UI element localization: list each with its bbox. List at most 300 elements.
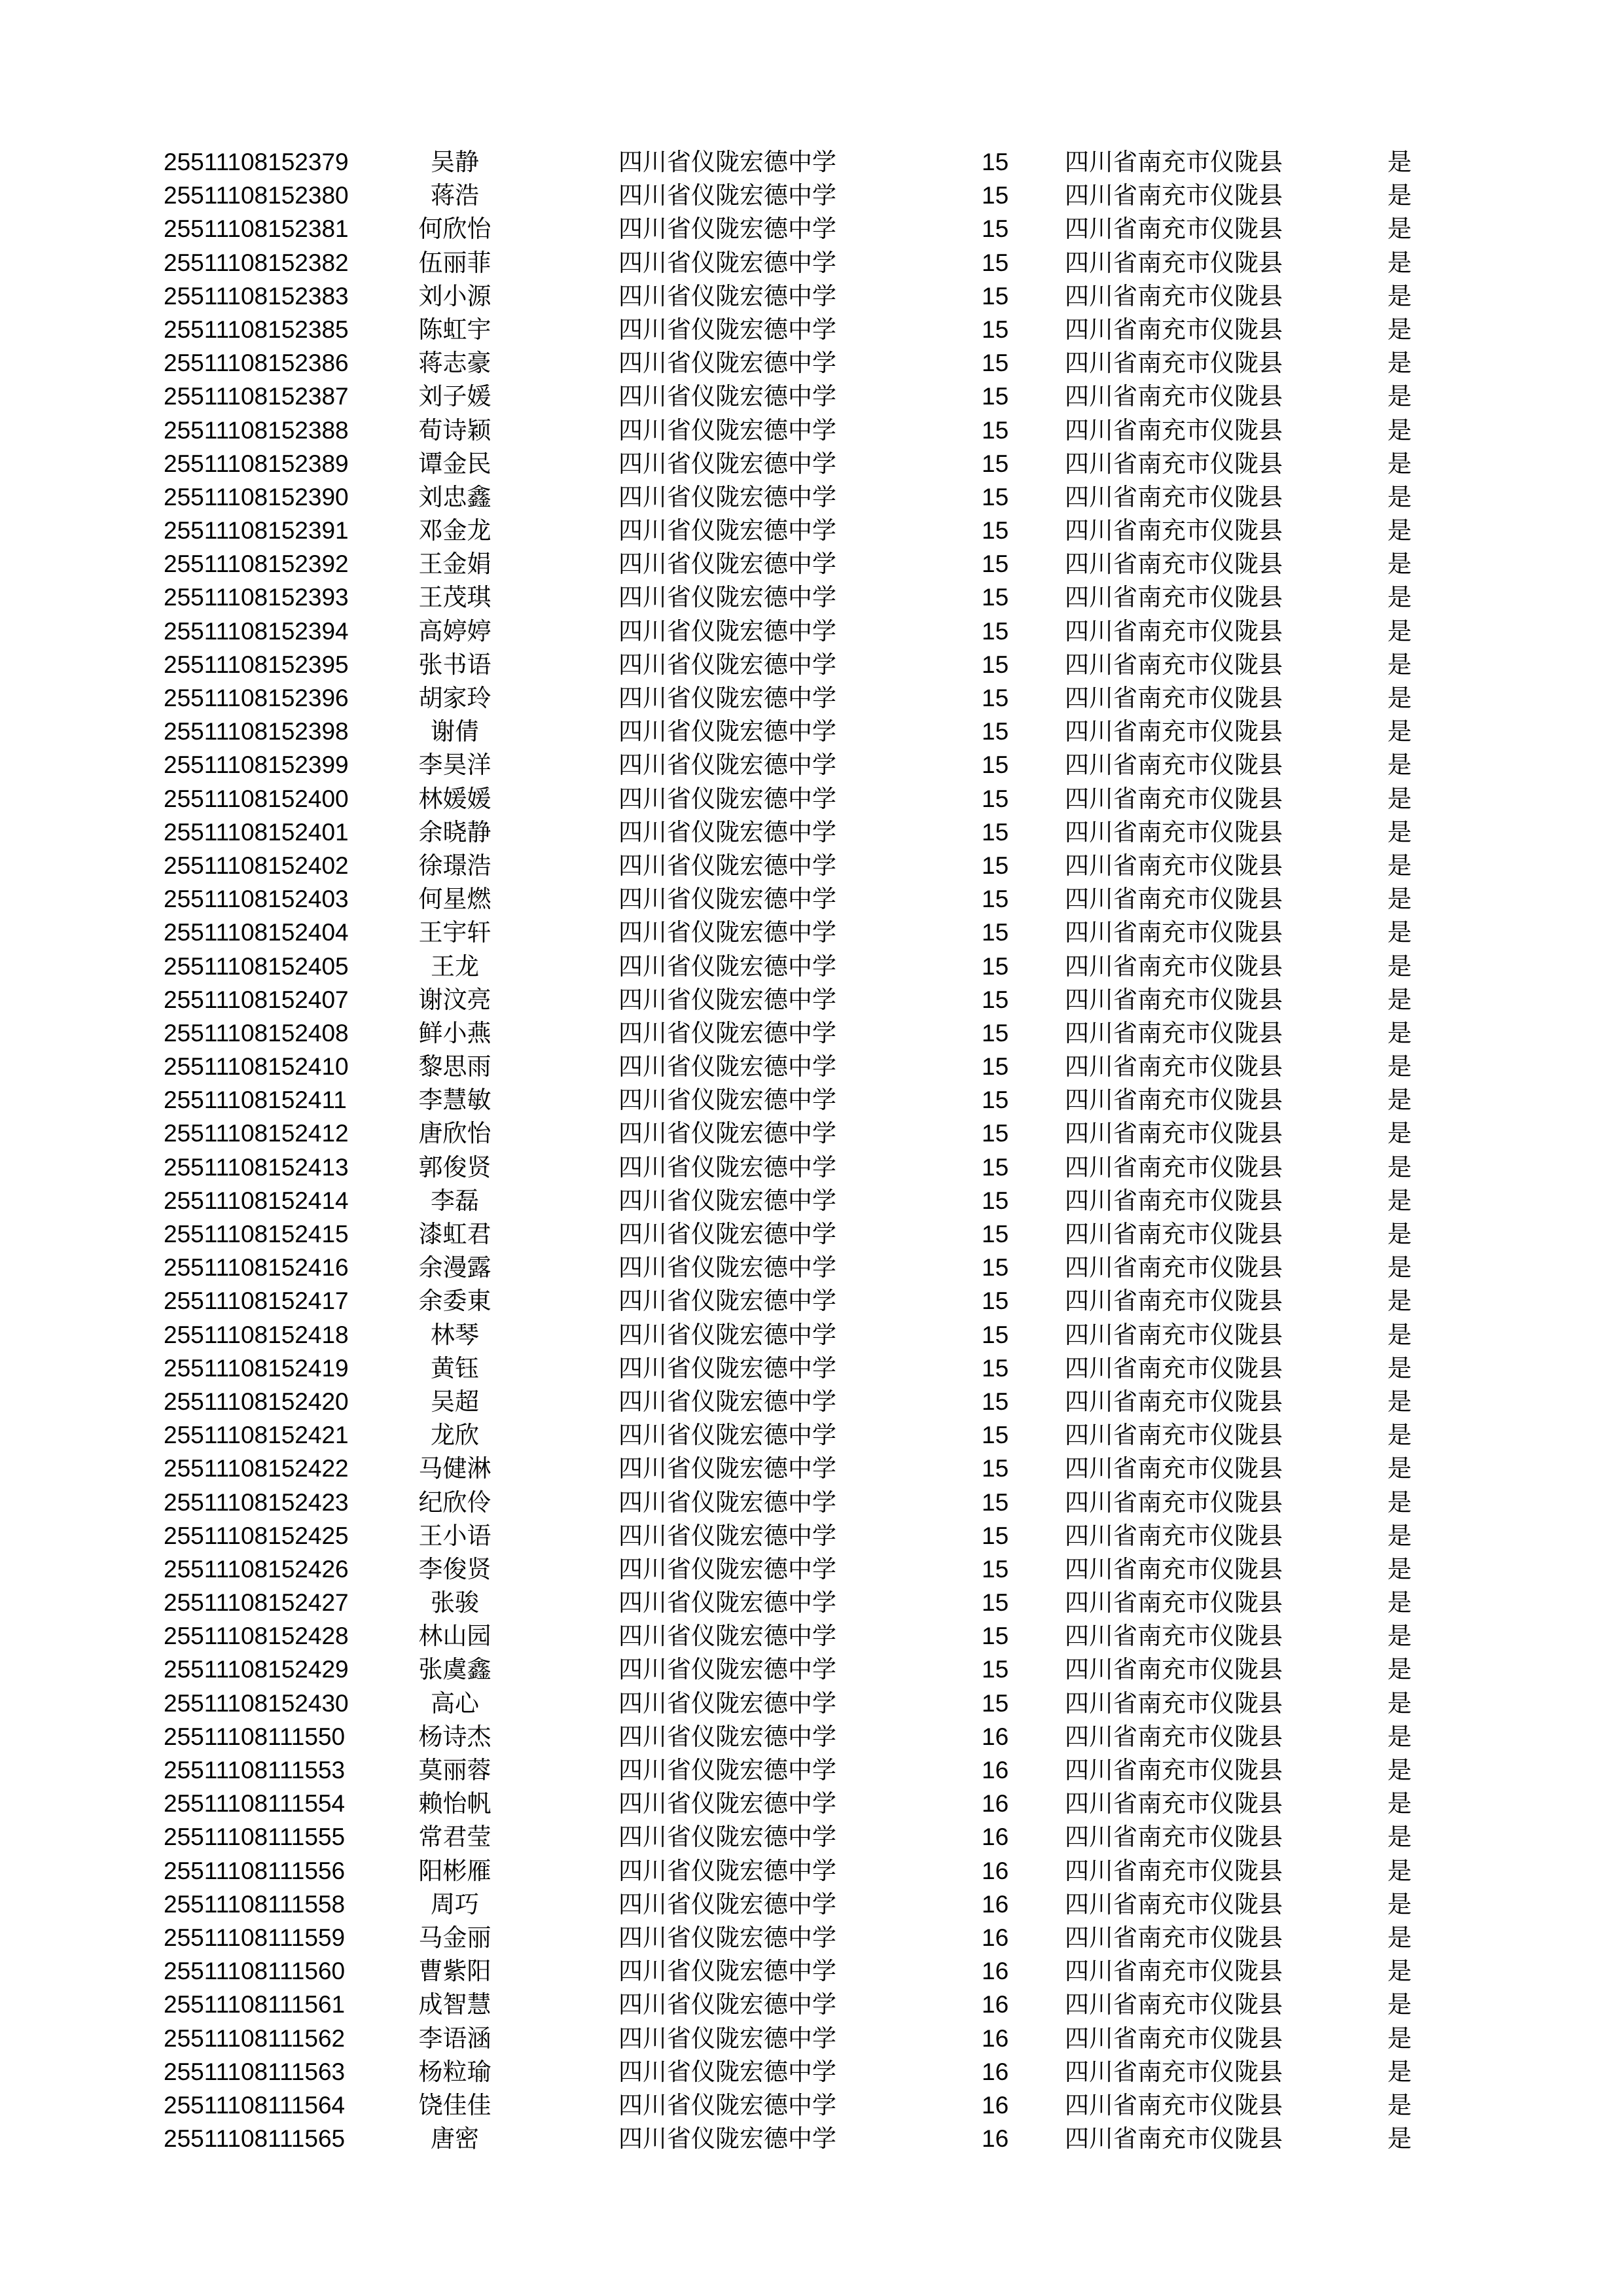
student-name-cell: 胡家玲 bbox=[418, 684, 491, 712]
table-row bbox=[0, 1318, 1623, 1352]
flag-cell: 是 bbox=[1387, 1253, 1412, 1282]
flag-cell: 是 bbox=[1387, 248, 1412, 277]
table-row bbox=[0, 1854, 1623, 1888]
flag-cell: 是 bbox=[1387, 650, 1412, 679]
student-name-cell: 郭俊贤 bbox=[418, 1153, 491, 1181]
class-number-cell: 15 bbox=[982, 450, 1009, 477]
class-number-cell: 16 bbox=[982, 1857, 1009, 1884]
region-cell: 四川省南充市仪陇县 bbox=[1065, 1655, 1283, 1684]
region-cell: 四川省南充市仪陇县 bbox=[1065, 885, 1283, 914]
table-row bbox=[0, 1486, 1623, 1519]
table-row bbox=[0, 1251, 1623, 1284]
region-cell: 四川省南充市仪陇县 bbox=[1065, 349, 1283, 378]
flag-cell: 是 bbox=[1387, 684, 1412, 712]
exam-id-cell: 25511108152421 bbox=[164, 1422, 349, 1449]
class-number-cell: 15 bbox=[982, 182, 1009, 209]
exam-id-cell: 25511108152414 bbox=[164, 1187, 349, 1214]
flag-cell: 是 bbox=[1387, 1052, 1412, 1081]
student-name-cell: 何星燃 bbox=[418, 885, 491, 914]
student-name-cell: 张书语 bbox=[418, 650, 491, 679]
region-cell: 四川省南充市仪陇县 bbox=[1065, 281, 1283, 310]
exam-id-cell: 25511108152405 bbox=[164, 952, 349, 980]
exam-id-cell: 25511108152395 bbox=[164, 651, 349, 678]
region-cell: 四川省南充市仪陇县 bbox=[1065, 1957, 1283, 1986]
class-number-cell: 15 bbox=[982, 483, 1009, 511]
class-number-cell: 15 bbox=[982, 617, 1009, 645]
student-name-cell: 唐密 bbox=[431, 2125, 479, 2153]
flag-cell: 是 bbox=[1387, 1890, 1412, 1918]
class-number-cell: 16 bbox=[982, 1924, 1009, 1951]
region-cell: 四川省南充市仪陇县 bbox=[1065, 1253, 1283, 1282]
region-cell: 四川省南充市仪陇县 bbox=[1065, 952, 1283, 980]
region-cell: 四川省南充市仪陇县 bbox=[1065, 1689, 1283, 1717]
student-name-cell: 王宇轩 bbox=[418, 918, 491, 947]
exam-id-cell: 25511108111553 bbox=[164, 1757, 346, 1784]
student-name-cell: 刘子媛 bbox=[418, 382, 491, 411]
exam-id-cell: 25511108152416 bbox=[164, 1254, 349, 1282]
region-cell: 四川省南充市仪陇县 bbox=[1065, 1990, 1283, 2019]
exam-id-cell: 25511108152383 bbox=[164, 282, 349, 310]
student-name-cell: 陈虹宇 bbox=[418, 315, 491, 344]
student-name-cell: 龙欣 bbox=[431, 1421, 479, 1450]
flag-cell: 是 bbox=[1387, 1018, 1412, 1047]
school-cell: 四川省仪陇宏德中学 bbox=[618, 717, 836, 746]
region-cell: 四川省南充市仪陇县 bbox=[1065, 1387, 1283, 1416]
student-name-cell: 饶佳佳 bbox=[418, 2090, 491, 2119]
class-number-cell: 15 bbox=[982, 852, 1009, 879]
table-row bbox=[0, 179, 1623, 212]
flag-cell: 是 bbox=[1387, 1756, 1412, 1784]
flag-cell: 是 bbox=[1387, 1086, 1412, 1115]
student-name-cell: 伍丽菲 bbox=[418, 248, 491, 277]
school-cell: 四川省仪陇宏德中学 bbox=[618, 416, 836, 444]
class-number-cell: 15 bbox=[982, 751, 1009, 779]
region-cell: 四川省南充市仪陇县 bbox=[1065, 684, 1283, 712]
exam-id-cell: 25511108152379 bbox=[164, 149, 349, 175]
school-cell: 四川省仪陇宏德中学 bbox=[618, 851, 836, 880]
region-cell: 四川省南充市仪陇县 bbox=[1065, 482, 1283, 511]
region-cell: 四川省南充市仪陇县 bbox=[1065, 1722, 1283, 1751]
class-number-cell: 15 bbox=[982, 1555, 1009, 1583]
student-name-cell: 李俊贤 bbox=[418, 1554, 491, 1583]
table-row bbox=[0, 2022, 1623, 2055]
region-cell: 四川省南充市仪陇县 bbox=[1065, 1856, 1283, 1885]
school-cell: 四川省仪陇宏德中学 bbox=[618, 148, 836, 176]
student-name-cell: 马健淋 bbox=[418, 1454, 491, 1483]
school-cell: 四川省仪陇宏德中学 bbox=[618, 1923, 836, 1952]
student-table bbox=[0, 145, 1623, 2155]
school-cell: 四川省仪陇宏德中学 bbox=[618, 1890, 836, 1918]
school-cell: 四川省仪陇宏德中学 bbox=[618, 281, 836, 310]
class-number-cell: 15 bbox=[982, 1488, 1009, 1516]
student-name-cell: 谢汶亮 bbox=[418, 985, 491, 1014]
class-number-cell: 16 bbox=[982, 1790, 1009, 1818]
student-name-cell: 莫丽蓉 bbox=[418, 1756, 491, 1784]
exam-id-cell: 25511108111550 bbox=[164, 1723, 346, 1750]
school-cell: 四川省仪陇宏德中学 bbox=[618, 1018, 836, 1047]
class-number-cell: 15 bbox=[982, 718, 1009, 745]
school-cell: 四川省仪陇宏德中学 bbox=[618, 349, 836, 378]
table-row bbox=[0, 1619, 1623, 1653]
school-cell: 四川省仪陇宏德中学 bbox=[618, 382, 836, 411]
flag-cell: 是 bbox=[1387, 2024, 1412, 2053]
table-row bbox=[0, 514, 1623, 547]
class-number-cell: 16 bbox=[982, 1958, 1009, 1985]
exam-id-cell: 25511108152396 bbox=[164, 685, 349, 711]
region-cell: 四川省南充市仪陇县 bbox=[1065, 851, 1283, 880]
exam-id-cell: 25511108152400 bbox=[164, 785, 349, 812]
class-number-cell: 15 bbox=[982, 149, 1009, 175]
student-name-cell: 荀诗颖 bbox=[418, 416, 491, 444]
school-cell: 四川省仪陇宏德中学 bbox=[618, 784, 836, 813]
table-row bbox=[0, 882, 1623, 916]
class-number-cell: 15 bbox=[982, 1120, 1009, 1147]
class-number-cell: 15 bbox=[982, 1354, 1009, 1382]
table-row bbox=[0, 1151, 1623, 1184]
student-name-cell: 蒋志豪 bbox=[418, 349, 491, 378]
region-cell: 四川省南充市仪陇县 bbox=[1065, 1320, 1283, 1349]
exam-id-cell: 25511108152398 bbox=[164, 718, 349, 745]
flag-cell: 是 bbox=[1387, 583, 1412, 612]
student-name-cell: 马金丽 bbox=[418, 1923, 491, 1952]
student-name-cell: 余漫露 bbox=[418, 1253, 491, 1282]
class-number-cell: 16 bbox=[982, 1890, 1009, 1918]
region-cell: 四川省南充市仪陇县 bbox=[1065, 1588, 1283, 1617]
exam-id-cell: 25511108152381 bbox=[164, 215, 349, 243]
school-cell: 四川省仪陇宏德中学 bbox=[618, 1052, 836, 1081]
student-name-cell: 王小语 bbox=[418, 1521, 491, 1550]
school-cell: 四川省仪陇宏德中学 bbox=[618, 985, 836, 1014]
class-number-cell: 16 bbox=[982, 1723, 1009, 1750]
exam-id-cell: 25511108152427 bbox=[164, 1589, 349, 1617]
school-cell: 四川省仪陇宏德中学 bbox=[618, 2057, 836, 2086]
region-cell: 四川省南充市仪陇县 bbox=[1065, 1153, 1283, 1181]
school-cell: 四川省仪陇宏德中学 bbox=[618, 1521, 836, 1550]
class-number-cell: 15 bbox=[982, 1321, 1009, 1348]
student-name-cell: 赖怡帆 bbox=[418, 1789, 491, 1818]
class-number-cell: 15 bbox=[982, 818, 1009, 846]
flag-cell: 是 bbox=[1387, 1354, 1412, 1382]
exam-id-cell: 25511108152423 bbox=[164, 1488, 349, 1516]
exam-id-cell: 25511108111556 bbox=[164, 1857, 346, 1884]
region-cell: 四川省南充市仪陇县 bbox=[1065, 583, 1283, 612]
student-name-cell: 黄钰 bbox=[431, 1354, 479, 1382]
flag-cell: 是 bbox=[1387, 1722, 1412, 1751]
flag-cell: 是 bbox=[1387, 1421, 1412, 1450]
school-cell: 四川省仪陇宏德中学 bbox=[618, 1387, 836, 1416]
table-row bbox=[0, 1687, 1623, 1720]
flag-cell: 是 bbox=[1387, 1789, 1412, 1818]
school-cell: 四川省仪陇宏德中学 bbox=[618, 482, 836, 511]
flag-cell: 是 bbox=[1387, 1689, 1412, 1717]
region-cell: 四川省南充市仪陇县 bbox=[1065, 382, 1283, 411]
flag-cell: 是 bbox=[1387, 382, 1412, 411]
student-name-cell: 黎思雨 bbox=[418, 1052, 491, 1081]
exam-id-cell: 25511108152385 bbox=[164, 315, 349, 343]
class-number-cell: 15 bbox=[982, 550, 1009, 578]
exam-id-cell: 25511108152422 bbox=[164, 1455, 349, 1482]
flag-cell: 是 bbox=[1387, 1287, 1412, 1316]
region-cell: 四川省南充市仪陇县 bbox=[1065, 2057, 1283, 2086]
exam-id-cell: 25511108152415 bbox=[164, 1221, 349, 1247]
student-name-cell: 王龙 bbox=[431, 952, 479, 980]
table-row bbox=[0, 1820, 1623, 1854]
table-row bbox=[0, 1988, 1623, 2021]
flag-cell: 是 bbox=[1387, 1588, 1412, 1617]
class-number-cell: 16 bbox=[982, 2024, 1009, 2052]
table-row bbox=[0, 1217, 1623, 1251]
table-row bbox=[0, 1720, 1623, 1753]
flag-cell: 是 bbox=[1387, 1957, 1412, 1986]
student-name-cell: 唐欣怡 bbox=[418, 1119, 491, 1148]
school-cell: 四川省仪陇宏德中学 bbox=[618, 315, 836, 344]
student-name-cell: 蒋浩 bbox=[431, 181, 479, 210]
exam-id-cell: 25511108152382 bbox=[164, 249, 349, 276]
region-cell: 四川省南充市仪陇县 bbox=[1065, 2125, 1283, 2153]
school-cell: 四川省仪陇宏德中学 bbox=[618, 684, 836, 712]
flag-cell: 是 bbox=[1387, 1186, 1412, 1215]
class-number-cell: 16 bbox=[982, 1991, 1009, 2018]
table-row bbox=[0, 1184, 1623, 1217]
exam-id-cell: 25511108152429 bbox=[164, 1656, 349, 1683]
school-cell: 四川省仪陇宏德中学 bbox=[618, 1287, 836, 1316]
class-number-cell: 15 bbox=[982, 416, 1009, 444]
flag-cell: 是 bbox=[1387, 181, 1412, 210]
exam-id-cell: 25511108152394 bbox=[164, 617, 349, 645]
class-number-cell: 15 bbox=[982, 315, 1009, 343]
flag-cell: 是 bbox=[1387, 617, 1412, 645]
region-cell: 四川省南充市仪陇县 bbox=[1065, 416, 1283, 444]
region-cell: 四川省南充市仪陇县 bbox=[1065, 717, 1283, 746]
table-row bbox=[0, 447, 1623, 480]
exam-id-cell: 25511108111560 bbox=[164, 1958, 346, 1985]
exam-id-cell: 25511108152420 bbox=[164, 1388, 349, 1415]
student-name-cell: 张虞鑫 bbox=[418, 1655, 491, 1684]
student-name-cell: 王金娟 bbox=[418, 550, 491, 579]
table-row bbox=[0, 346, 1623, 380]
flag-cell: 是 bbox=[1387, 1655, 1412, 1684]
student-name-cell: 常君莹 bbox=[418, 1823, 491, 1852]
student-name-cell: 高心 bbox=[431, 1689, 479, 1717]
region-cell: 四川省南充市仪陇县 bbox=[1065, 1789, 1283, 1818]
school-cell: 四川省仪陇宏德中学 bbox=[618, 1454, 836, 1483]
class-number-cell: 15 bbox=[982, 350, 1009, 377]
region-cell: 四川省南充市仪陇县 bbox=[1065, 617, 1283, 645]
table-row bbox=[0, 1753, 1623, 1787]
flag-cell: 是 bbox=[1387, 1521, 1412, 1550]
student-name-cell: 漆虹君 bbox=[418, 1220, 491, 1248]
student-name-cell: 何欣怡 bbox=[418, 215, 491, 243]
exam-id-cell: 25511108152408 bbox=[164, 1019, 349, 1047]
class-number-cell: 15 bbox=[982, 1656, 1009, 1683]
flag-cell: 是 bbox=[1387, 1823, 1412, 1852]
student-name-cell: 杨粒瑜 bbox=[418, 2057, 491, 2086]
school-cell: 四川省仪陇宏德中学 bbox=[618, 583, 836, 612]
flag-cell: 是 bbox=[1387, 148, 1412, 176]
flag-cell: 是 bbox=[1387, 1856, 1412, 1885]
exam-id-cell: 25511108152390 bbox=[164, 483, 349, 511]
table-row bbox=[0, 145, 1623, 179]
table-row bbox=[0, 1284, 1623, 1318]
table-row bbox=[0, 1954, 1623, 1988]
region-cell: 四川省南充市仪陇县 bbox=[1065, 1554, 1283, 1583]
table-row bbox=[0, 1016, 1623, 1050]
exam-id-cell: 25511108152393 bbox=[164, 584, 349, 611]
table-row bbox=[0, 748, 1623, 781]
school-cell: 四川省仪陇宏德中学 bbox=[618, 181, 836, 210]
table-row bbox=[0, 816, 1623, 849]
flag-cell: 是 bbox=[1387, 2057, 1412, 2086]
table-row bbox=[0, 2122, 1623, 2155]
school-cell: 四川省仪陇宏德中学 bbox=[618, 1622, 836, 1651]
flag-cell: 是 bbox=[1387, 918, 1412, 947]
school-cell: 四川省仪陇宏德中学 bbox=[618, 1554, 836, 1583]
class-number-cell: 15 bbox=[982, 986, 1009, 1013]
school-cell: 四川省仪陇宏德中学 bbox=[618, 1086, 836, 1115]
exam-id-cell: 25511108152391 bbox=[164, 517, 349, 545]
school-cell: 四川省仪陇宏德中学 bbox=[618, 817, 836, 846]
class-number-cell: 15 bbox=[982, 1221, 1009, 1247]
table-row bbox=[0, 615, 1623, 648]
flag-cell: 是 bbox=[1387, 449, 1412, 478]
region-cell: 四川省南充市仪陇县 bbox=[1065, 1521, 1283, 1550]
flag-cell: 是 bbox=[1387, 1454, 1412, 1483]
table-row bbox=[0, 547, 1623, 581]
table-row bbox=[0, 380, 1623, 413]
class-number-cell: 16 bbox=[982, 2091, 1009, 2119]
exam-id-cell: 25511108152380 bbox=[164, 182, 349, 209]
table-row bbox=[0, 2089, 1623, 2122]
exam-id-cell: 25511108152430 bbox=[164, 1689, 349, 1717]
table-row bbox=[0, 1888, 1623, 1921]
region-cell: 四川省南充市仪陇县 bbox=[1065, 2024, 1283, 2053]
exam-id-cell: 25511108152413 bbox=[164, 1153, 349, 1181]
exam-id-cell: 25511108111559 bbox=[164, 1924, 346, 1951]
student-name-cell: 徐璟浩 bbox=[418, 851, 491, 880]
region-cell: 四川省南充市仪陇县 bbox=[1065, 918, 1283, 947]
class-number-cell: 15 bbox=[982, 1019, 1009, 1047]
school-cell: 四川省仪陇宏德中学 bbox=[618, 1756, 836, 1784]
table-row bbox=[0, 1787, 1623, 1820]
table-row bbox=[0, 581, 1623, 614]
class-number-cell: 15 bbox=[982, 1455, 1009, 1482]
class-number-cell: 15 bbox=[982, 215, 1009, 243]
region-cell: 四川省南充市仪陇县 bbox=[1065, 1421, 1283, 1450]
table-row bbox=[0, 782, 1623, 816]
school-cell: 四川省仪陇宏德中学 bbox=[618, 550, 836, 579]
student-name-cell: 吴静 bbox=[431, 148, 479, 176]
school-cell: 四川省仪陇宏德中学 bbox=[618, 1119, 836, 1148]
region-cell: 四川省南充市仪陇县 bbox=[1065, 1823, 1283, 1852]
student-name-cell: 谭金民 bbox=[418, 449, 491, 478]
class-number-cell: 15 bbox=[982, 249, 1009, 276]
school-cell: 四川省仪陇宏德中学 bbox=[618, 1354, 836, 1382]
table-row bbox=[0, 414, 1623, 447]
region-cell: 四川省南充市仪陇县 bbox=[1065, 650, 1283, 679]
school-cell: 四川省仪陇宏德中学 bbox=[618, 885, 836, 914]
school-cell: 四川省仪陇宏德中学 bbox=[618, 1220, 836, 1248]
table-row bbox=[0, 715, 1623, 748]
region-cell: 四川省南充市仪陇县 bbox=[1065, 550, 1283, 579]
exam-id-cell: 25511108152388 bbox=[164, 416, 349, 444]
class-number-cell: 16 bbox=[982, 2058, 1009, 2085]
table-row bbox=[0, 950, 1623, 983]
table-row bbox=[0, 1519, 1623, 1552]
table-row bbox=[0, 849, 1623, 882]
region-cell: 四川省南充市仪陇县 bbox=[1065, 2090, 1283, 2119]
table-row bbox=[0, 1452, 1623, 1485]
class-number-cell: 15 bbox=[982, 1254, 1009, 1282]
flag-cell: 是 bbox=[1387, 817, 1412, 846]
student-name-cell: 刘小源 bbox=[418, 281, 491, 310]
table-row bbox=[0, 313, 1623, 346]
flag-cell: 是 bbox=[1387, 1990, 1412, 2019]
exam-id-cell: 25511108152411 bbox=[164, 1086, 347, 1114]
table-row bbox=[0, 916, 1623, 949]
class-number-cell: 15 bbox=[982, 1388, 1009, 1415]
flag-cell: 是 bbox=[1387, 516, 1412, 545]
flag-cell: 是 bbox=[1387, 1220, 1412, 1248]
class-number-cell: 15 bbox=[982, 1053, 1009, 1081]
region-cell: 四川省南充市仪陇县 bbox=[1065, 1086, 1283, 1115]
table-row bbox=[0, 212, 1623, 245]
student-name-cell: 成智慧 bbox=[418, 1990, 491, 2019]
region-cell: 四川省南充市仪陇县 bbox=[1065, 1018, 1283, 1047]
school-cell: 四川省仪陇宏德中学 bbox=[618, 1957, 836, 1986]
school-cell: 四川省仪陇宏德中学 bbox=[618, 2090, 836, 2119]
flag-cell: 是 bbox=[1387, 550, 1412, 579]
exam-id-cell: 25511108152419 bbox=[164, 1354, 349, 1382]
exam-id-cell: 25511108152392 bbox=[164, 550, 349, 578]
school-cell: 四川省仪陇宏德中学 bbox=[618, 1689, 836, 1717]
student-name-cell: 阳彬雁 bbox=[418, 1856, 491, 1885]
student-name-cell: 纪欣伶 bbox=[418, 1488, 491, 1516]
region-cell: 四川省南充市仪陇县 bbox=[1065, 215, 1283, 243]
region-cell: 四川省南充市仪陇县 bbox=[1065, 751, 1283, 780]
exam-id-cell: 25511108152418 bbox=[164, 1321, 349, 1348]
school-cell: 四川省仪陇宏德中学 bbox=[618, 952, 836, 980]
student-name-cell: 周巧 bbox=[431, 1890, 479, 1918]
class-number-cell: 15 bbox=[982, 282, 1009, 310]
school-cell: 四川省仪陇宏德中学 bbox=[618, 2024, 836, 2053]
table-row bbox=[0, 1117, 1623, 1150]
exam-id-cell: 25511108152410 bbox=[164, 1053, 349, 1081]
table-row bbox=[0, 1586, 1623, 1619]
class-number-cell: 16 bbox=[982, 2125, 1009, 2153]
exam-id-cell: 25511108111565 bbox=[164, 2125, 346, 2153]
class-number-cell: 15 bbox=[982, 1689, 1009, 1717]
exam-id-cell: 25511108111554 bbox=[164, 1790, 346, 1818]
exam-id-cell: 25511108152403 bbox=[164, 886, 349, 913]
exam-id-cell: 25511108152402 bbox=[164, 852, 349, 879]
flag-cell: 是 bbox=[1387, 1320, 1412, 1349]
school-cell: 四川省仪陇宏德中学 bbox=[618, 1990, 836, 2019]
region-cell: 四川省南充市仪陇县 bbox=[1065, 1186, 1283, 1215]
school-cell: 四川省仪陇宏德中学 bbox=[618, 1253, 836, 1282]
school-cell: 四川省仪陇宏德中学 bbox=[618, 449, 836, 478]
exam-id-cell: 25511108111561 bbox=[164, 1991, 346, 2018]
exam-id-cell: 25511108152417 bbox=[164, 1287, 349, 1315]
class-number-cell: 15 bbox=[982, 919, 1009, 946]
school-cell: 四川省仪陇宏德中学 bbox=[618, 1655, 836, 1684]
student-name-cell: 吴超 bbox=[431, 1387, 479, 1416]
school-cell: 四川省仪陇宏德中学 bbox=[618, 1320, 836, 1349]
class-number-cell: 15 bbox=[982, 886, 1009, 913]
region-cell: 四川省南充市仪陇县 bbox=[1065, 1052, 1283, 1081]
flag-cell: 是 bbox=[1387, 281, 1412, 310]
student-name-cell: 曹紫阳 bbox=[418, 1957, 491, 1986]
flag-cell: 是 bbox=[1387, 952, 1412, 980]
